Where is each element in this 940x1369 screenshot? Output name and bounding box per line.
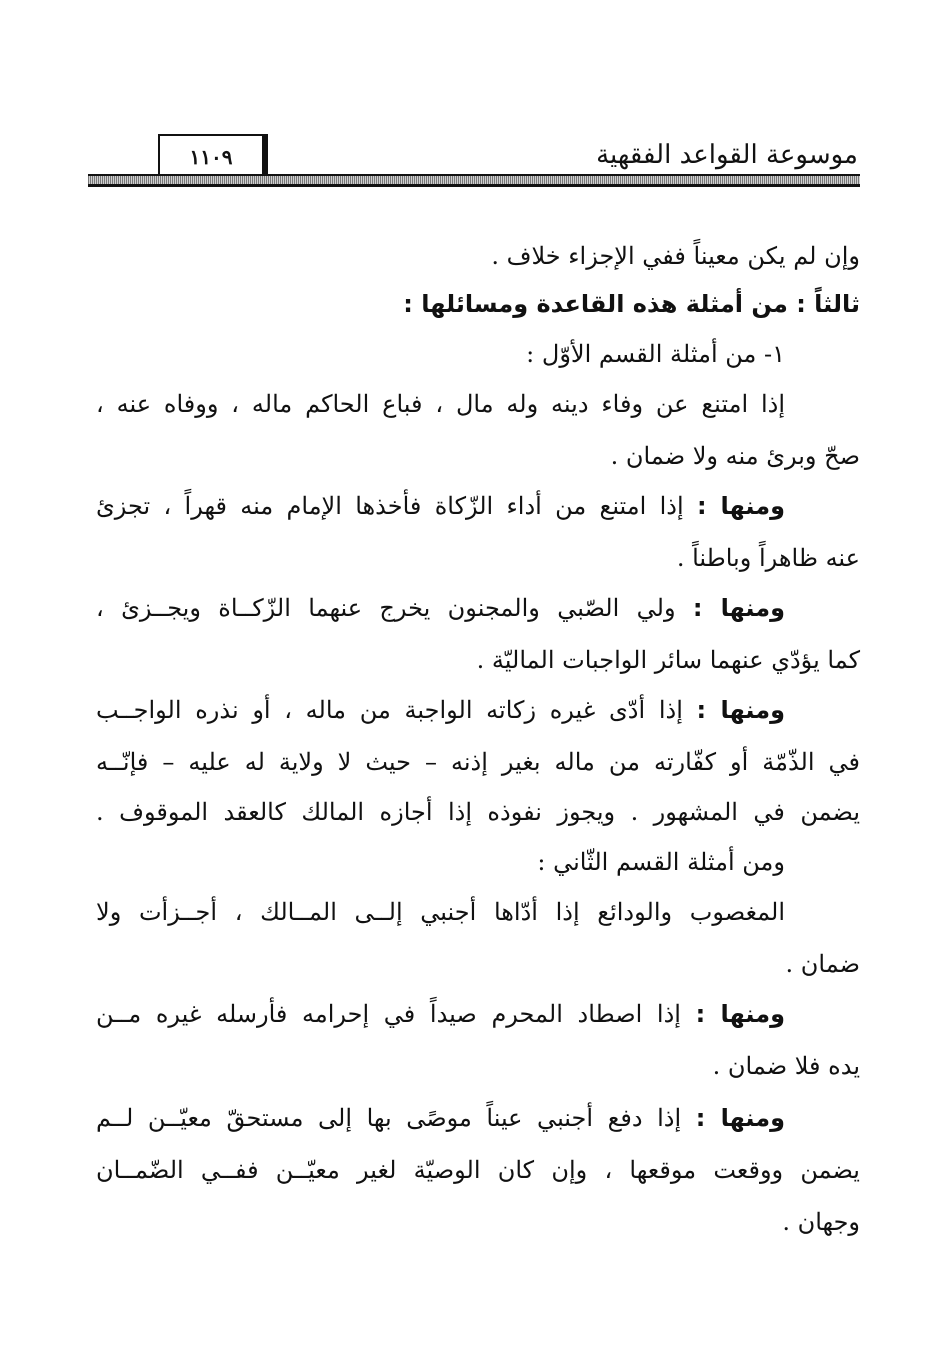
text-line: إذا امتنع عن وفاء دينه وله مال ، فباع الحاكم ماله ، ووفاه عنه ، <box>96 390 785 418</box>
example-line: ومنها : إذا امتنع من أداء الزّكاة فأخذها الإمام منه قهراً ، تجزئ <box>96 492 785 520</box>
example-label: ومنها : <box>696 492 785 520</box>
text-line: وجهان . <box>782 1208 860 1236</box>
text-line: وإن لم يكن معيناً ففي الإجزاء خلاف . <box>491 242 860 270</box>
text-line: كما يؤدّي عنهما سائر الواجبات الماليّة . <box>476 646 860 674</box>
example-label: ومنها : <box>695 1000 785 1028</box>
text-line: يضمن ووقعت موقعها ، وإن كان الوصيّة لغير معيّــن ففــي الضّمــان <box>96 1156 860 1184</box>
example-label: ومنها : <box>695 1104 785 1132</box>
example-label: ومنها : <box>692 594 785 622</box>
header-rule <box>88 174 860 186</box>
page-number: ١١٠٩ <box>158 134 268 178</box>
example-line: ومنها : ولي الصّبي والمجنون يخرج عنهما الزّكــاة ويجــزئ ، <box>96 594 785 622</box>
example-line: ومنها : إذا أدّى غيره زكاته الواجبة من ماله ، أو نذره الواجــب <box>96 696 785 724</box>
text-line: يضمن في المشهور . ويجوز نفوذه إذا أجازه المالك كالعقد الموقوف . <box>96 798 860 826</box>
text-line: عنه ظاهراً وباطناً . <box>676 544 860 572</box>
example-line: ومنها : إذا اصطاد المحرم صيداً في إحرامه فأرسله غيره مــن <box>96 1000 785 1028</box>
text-line: يده فلا ضمان . <box>712 1052 860 1080</box>
section-heading: ثالثاً : من أمثلة هذه القاعدة ومسائلها : <box>403 290 860 318</box>
text-line: المغصوب والودائع إذا أدّاها أجنبي إلــى المــالك ، أجــزأت ولا <box>96 898 785 926</box>
subsection-heading: ١- من أمثلة القسم الأوّل : <box>526 340 785 368</box>
text-line: في الذّمّة أو كفّارته من ماله بغير إذنه – حيث لا ولاية له عليه – فإنّــه <box>96 748 860 776</box>
book-title: موسوعة القواعد الفقهية <box>596 140 858 170</box>
example-label: ومنها : <box>696 696 785 724</box>
text-line: صحّ وبرئ منه ولا ضمان . <box>610 442 860 470</box>
subsection-heading: ومن أمثلة القسم الثّاني : <box>537 848 785 876</box>
example-line: ومنها : إذا دفع أجنبي عيناً موصًى بها إلى مستحقّ معيّــن لــم <box>96 1104 785 1132</box>
text-line: ضمان . <box>785 950 860 978</box>
header-rule-underline <box>88 186 860 187</box>
